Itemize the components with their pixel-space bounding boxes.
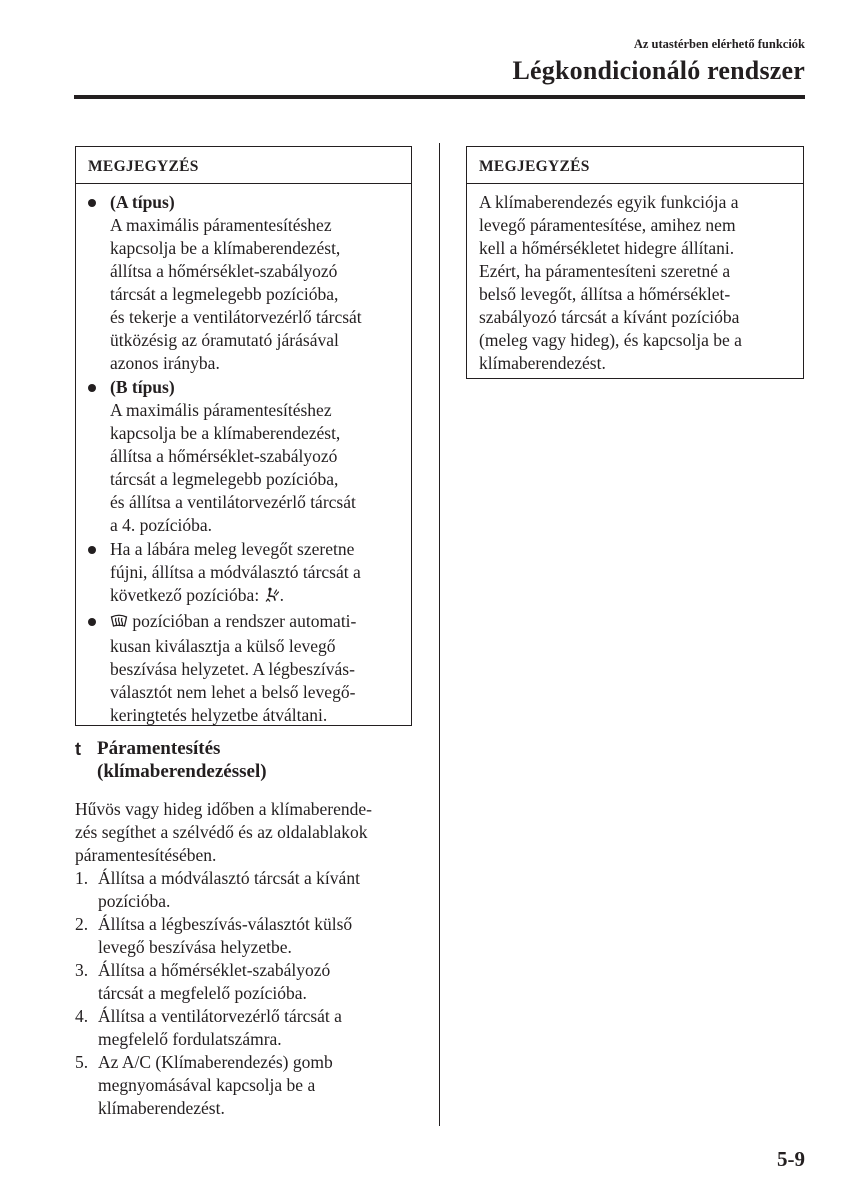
line: pozícióba. (98, 891, 171, 911)
step-item (75, 913, 420, 959)
step-item (75, 1005, 420, 1051)
bullet-item-a-type (88, 191, 403, 375)
line: Állítsa a módválasztó tárcsát a kívánt (98, 868, 360, 888)
line: páramentesítésében. (75, 845, 217, 865)
page-number: 5-9 (777, 1147, 805, 1171)
line: és tekerje a ventilátorvezérlő tárcsát (110, 307, 362, 327)
section-title (97, 737, 415, 783)
line: Állítsa a ventilátorvezérlő tárcsát a (98, 1006, 342, 1026)
step-item (75, 1051, 420, 1120)
note-heading: MEGJEGYZÉS (76, 147, 411, 184)
step-number: 3. (75, 960, 89, 980)
line: kapcsolja be a klímaberendezést, (110, 238, 341, 258)
line-tail: . (279, 585, 284, 605)
column-divider (439, 143, 440, 1126)
note-body (76, 184, 411, 727)
line: klímaberendezést. (98, 1098, 225, 1118)
line: Ha a lábára meleg levegőt szeretne (110, 539, 355, 559)
line: Ezért, ha páramentesíteni szeretné a (479, 261, 731, 281)
line: belső levegőt, állítsa a hőmérséklet- (479, 284, 731, 304)
note-box-left (75, 146, 412, 726)
bullet-item-floor-heat (88, 538, 403, 609)
line: állítsa a hőmérséklet-szabályozó (110, 446, 338, 466)
line: Állítsa a légbeszívás-választót külső (98, 914, 353, 934)
line: kell a hőmérsékletet hidegre állítani. (479, 238, 735, 258)
step-number: 4. (75, 1006, 89, 1026)
step-item (75, 959, 420, 1005)
line: azonos irányba. (110, 353, 220, 373)
bullet-label: (B típus) (110, 377, 175, 397)
header-rule (74, 95, 805, 99)
line (110, 610, 403, 635)
bullet-item-defrost (88, 610, 403, 727)
line: ütközésig az óramutató járásával (110, 330, 339, 350)
line: levegő beszívása helyzetbe. (98, 937, 292, 957)
line: klímaberendezést. (479, 353, 606, 373)
section-heading (75, 737, 415, 783)
step-number: 2. (75, 914, 89, 934)
line: Az A/C (Klímaberendezés) gomb (98, 1052, 333, 1072)
line: tárcsát a legmelegebb pozícióba, (110, 284, 339, 304)
step-number: 5. (75, 1052, 89, 1072)
line: Hűvös vagy hideg időben a klímaberende- (75, 799, 372, 819)
line: A maximális páramentesítéshez (110, 215, 332, 235)
line-text: következő pozícióba: (110, 585, 260, 605)
section-marker: t (75, 739, 81, 759)
line: választót nem lehet a belső levegő- (110, 682, 356, 702)
line: (meleg vagy hideg), és kapcsolja be a (479, 330, 742, 350)
note-box-right (466, 146, 804, 379)
line: szabályozó tárcsát a kívánt pozícióba (479, 307, 740, 327)
note-body (467, 184, 803, 375)
line: kusan kiválasztja a külső levegő (110, 636, 336, 656)
line: A klímaberendezés egyik funkciója a (479, 192, 739, 212)
line: beszívása helyzetet. A légbeszívás- (110, 659, 355, 679)
line (110, 584, 403, 609)
note-heading: MEGJEGYZÉS (467, 147, 803, 184)
note-bullet-list (88, 191, 403, 727)
line: tárcsát a megfelelő pozícióba. (98, 983, 307, 1003)
page-title: Légkondicionáló rendszer (512, 56, 805, 85)
bullet-label: (A típus) (110, 192, 175, 212)
title-line: Páramentesítés (97, 738, 221, 759)
line: zés segíthet a szélvédő és az oldalablakok (75, 822, 368, 842)
line: keringtetés helyzetbe átváltani. (110, 705, 328, 725)
steps-list (75, 867, 420, 1120)
line-text: pozícióban a rendszer automati- (132, 611, 357, 631)
line: fújni, állítsa a módválasztó tárcsát a (110, 562, 361, 582)
line: tárcsát a legmelegebb pozícióba, (110, 469, 339, 489)
line: Állítsa a hőmérséklet-szabályozó (98, 960, 331, 980)
step-item (75, 867, 420, 913)
line: állítsa a hőmérséklet-szabályozó (110, 261, 338, 281)
line: megnyomásával kapcsolja be a (98, 1075, 316, 1095)
floor-defrost-mode-icon (264, 586, 280, 609)
title-line: (klímaberendezéssel) (97, 761, 267, 782)
line: A maximális páramentesítéshez (110, 400, 332, 420)
line: kapcsolja be a klímaberendezést, (110, 423, 341, 443)
windshield-defrost-icon (110, 612, 128, 635)
section-body (75, 798, 420, 1120)
page-header-section: Az utastérben elérhető funkciók (633, 37, 805, 51)
line: levegő páramentesítése, amihez nem (479, 215, 736, 235)
step-number: 1. (75, 868, 89, 888)
intro-paragraph (75, 798, 420, 867)
bullet-item-b-type (88, 376, 403, 537)
line: megfelelő fordulatszámra. (98, 1029, 282, 1049)
line: a 4. pozícióba. (110, 515, 213, 535)
line: és állítsa a ventilátorvezérlő tárcsát (110, 492, 356, 512)
